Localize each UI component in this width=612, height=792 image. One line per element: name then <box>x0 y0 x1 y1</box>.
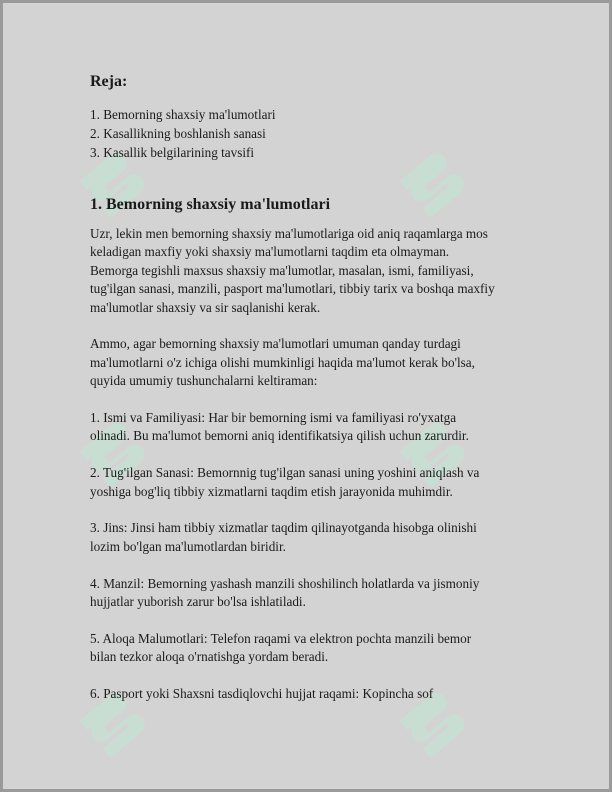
paragraph: 6. Pasport yoki Shaxsni tasdiqlovchi hujjat raqami: Kopincha sof <box>90 686 434 702</box>
paragraph: 2. Tug'ilgan Sanasi: Bemornnig tug'ilgan sanasi uning yoshini aniqlash va yoshiga bog'liq tibbiy xizmatlarni taqdim etish jarayonida muhimdir. <box>90 465 480 499</box>
section-title: 1. Bemorning shaxsiy ma'lumotlari <box>90 196 331 213</box>
paragraph: 3. Jins: Jinsi ham tibbiy xizmatlar taqdim qilinayotganda hisobga olinishi lozim bo'lgan ma'lumotlardan biridir. <box>90 520 477 554</box>
plan-item: 3. Kasallik belgilarining tavsifi <box>90 145 255 160</box>
plan-item: 1. Bemorning shaxsiy ma'lumotlari <box>90 107 276 122</box>
plan-list <box>90 105 530 162</box>
plan-title: Reja: <box>90 73 128 90</box>
paragraph: Uzr, lekin men bemorning shaxsiy ma'lumotlariga oid aniq raqamlarga mos keladigan maxfiy yoki shaxsiy ma'lumotlarni taqdim eta olmayman. Bemorga tegishli maxsus shaxsiy ma'lumotlar, masalan, ismi, familiyasi, tug'ilgan sanasi, manzili, pasport ma'lumotlari, tibbiy tarix va boshqa maxfiy ma'lumotlar shaxsiy va sir saqlanishi kerak. <box>90 226 495 315</box>
document-content <box>90 73 530 722</box>
document-page <box>3 3 609 789</box>
paragraph: Ammo, agar bemorning shaxsiy ma'lumotlari umuman qanday turdagi ma'lumotlarni o'z ichiga olishi mumkinligi haqida ma'lumot kerak bo'lsa, quyida umumiy tushunchalarni keltiraman: <box>90 336 475 389</box>
paragraph: 5. Aloqa Malumotlari: Telefon raqami va elektron pochta manzili bemor bilan tezkor aloqa o'rnatishga yordam beradi. <box>90 630 472 665</box>
plan-item: 2. Kasallikning boshlanish sanasi <box>90 126 266 141</box>
paragraph: 1. Ismi va Familiyasi: Har bir bemorning ismi va familiyasi ro'yxatga olinadi. Bu ma'lumot bemorni aniq identifikatsiya qilish uchun zarurdir. <box>90 410 469 444</box>
paragraph: 4. Manzil: Bemorning yashash manzili shoshilinch holatlarda va jismoniy hujjatlar yuborish zarur bo'lsa ishlatiladi. <box>90 575 480 610</box>
